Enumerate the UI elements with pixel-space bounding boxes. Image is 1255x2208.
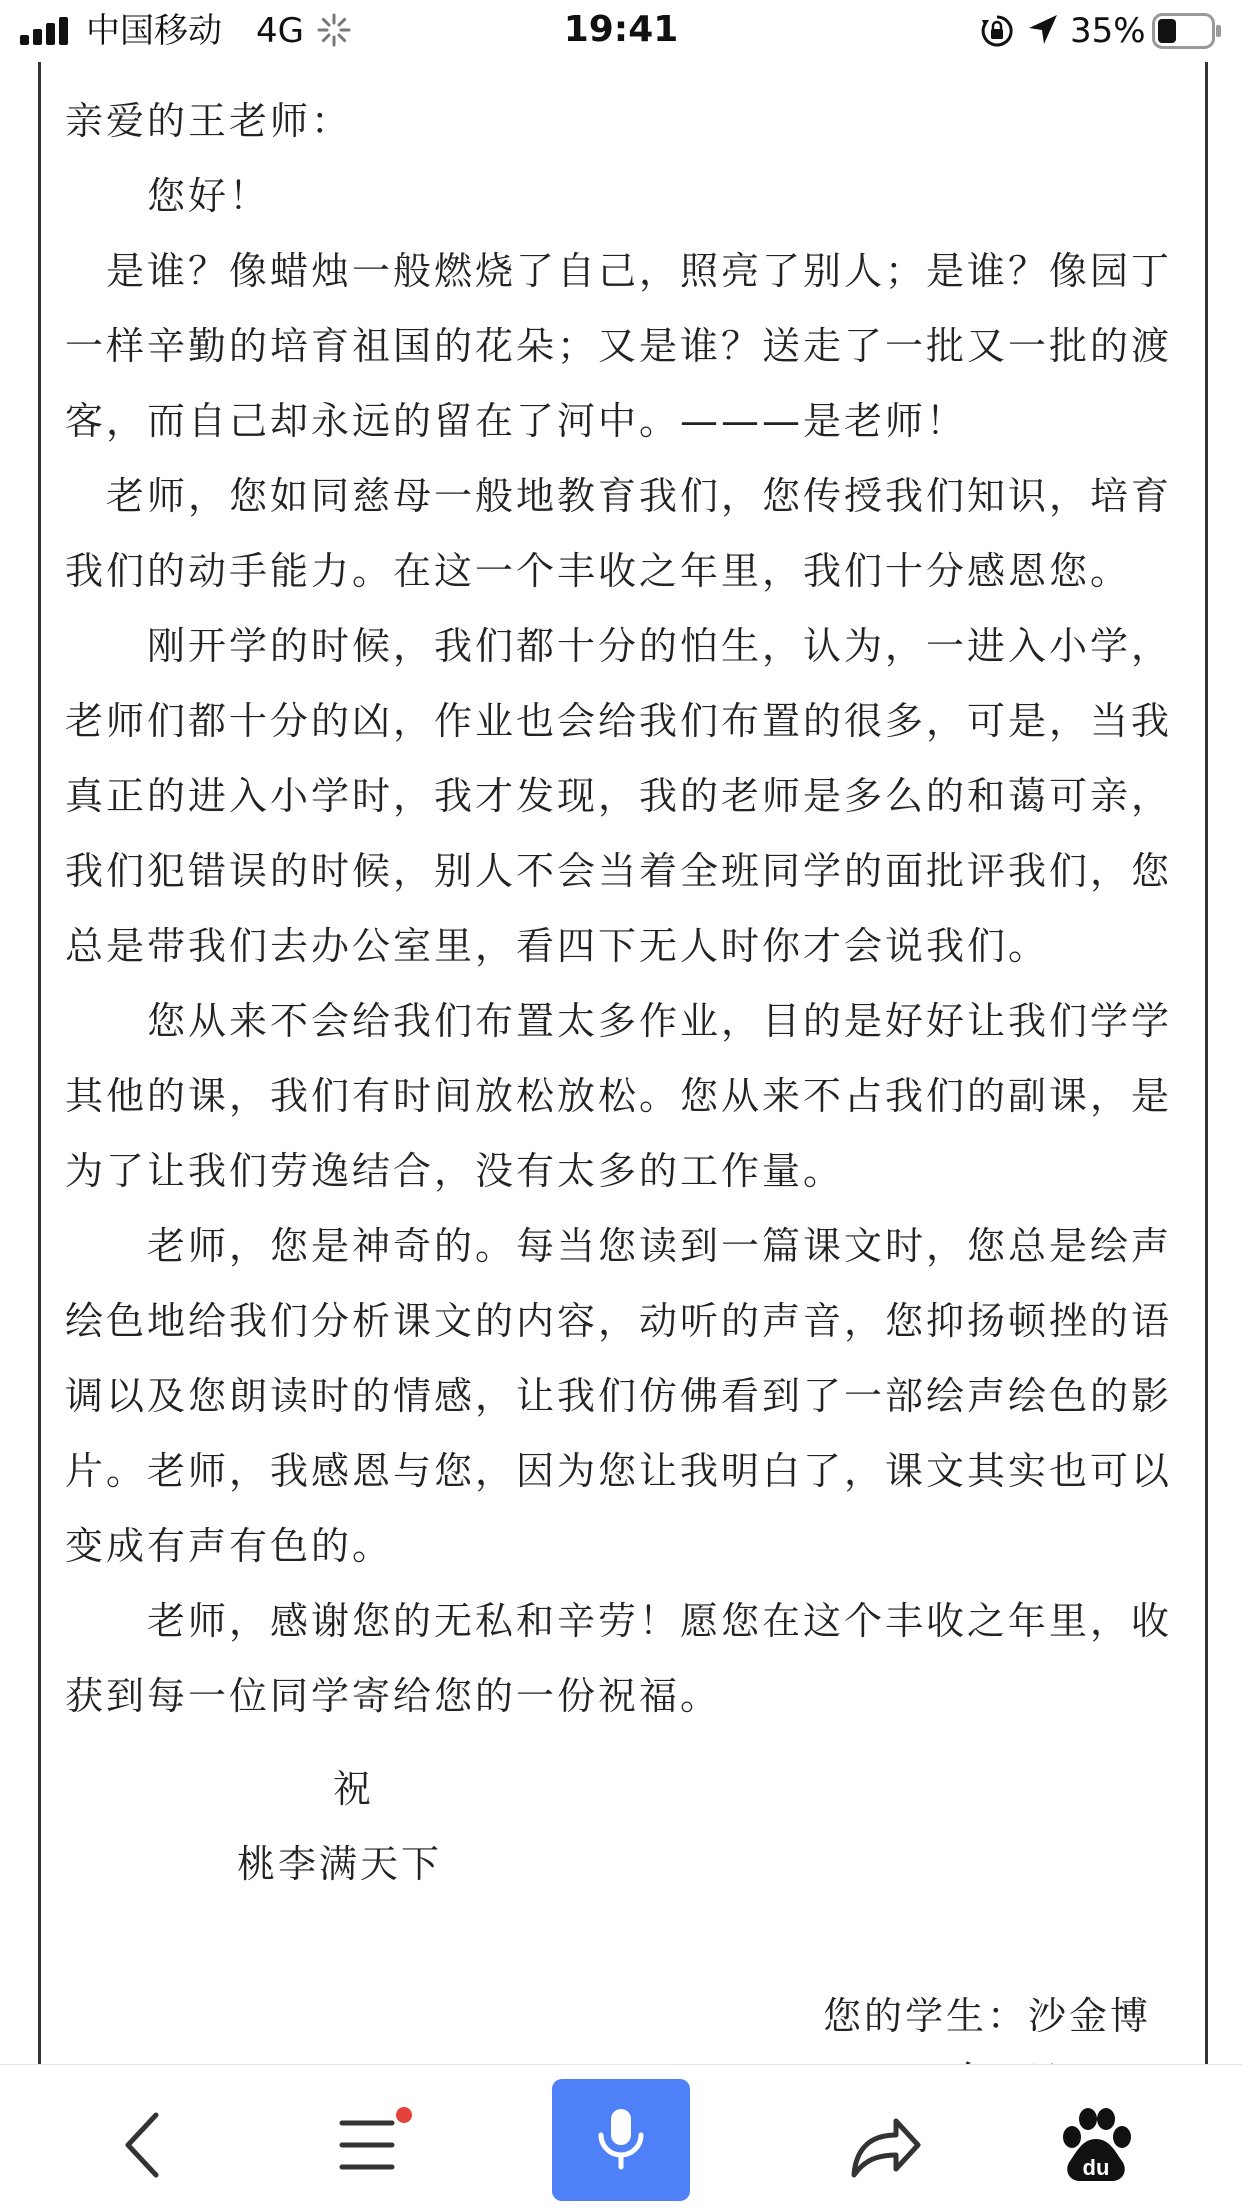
letter-line: 为了让我们劳逸结合，没有太多的工作量。 xyxy=(65,1149,845,1193)
share-icon[interactable] xyxy=(832,2095,932,2195)
carrier-name: 中国移动 xyxy=(86,11,222,51)
letter-line: 总是带我们去办公室里，看四下无人时你才会说我们。 xyxy=(65,924,1050,968)
letter-line: 是谁？像蜡烛一般燃烧了自己，照亮了别人；是谁？像园丁 xyxy=(65,249,1173,293)
letter-line: 客，而自己却永远的留在了河中。———是老师！ xyxy=(65,399,968,443)
clock: 19:41 xyxy=(563,9,679,50)
letter-line: 老师，感谢您的无私和辛劳！愿您在这个丰收之年里，收 xyxy=(65,1599,1173,1643)
letter-line: 老师们都十分的凶，作业也会给我们布置的很多，可是，当我 xyxy=(65,699,1173,743)
location-arrow-icon xyxy=(1027,13,1059,47)
letter-line: 我们的动手能力。在这一个丰收之年里，我们十分感恩您。 xyxy=(65,549,1132,593)
closing-wish: 祝 xyxy=(333,1767,375,1811)
closing-phrase: 桃李满天下 xyxy=(237,1842,443,1886)
letter-line: 获到每一位同学寄给您的一份祝福。 xyxy=(65,1674,722,1718)
letter-line: 其他的课，我们有时间放松放松。您从来不占我们的副课，是 xyxy=(65,1074,1173,1118)
document-frame xyxy=(38,62,1208,2064)
letter-line: 调以及您朗读时的情感，让我们仿佛看到了一部绘声绘色的影 xyxy=(65,1374,1173,1418)
letter-line: 真正的进入小学时，我才发现，我的老师是多么的和蔼可亲， xyxy=(65,774,1173,818)
letter-line: 一样辛勤的培育祖国的花朵；又是谁？送走了一批又一批的渡 xyxy=(65,324,1173,368)
signature: 您的学生：沙金博 xyxy=(823,1994,1152,2038)
orientation-lock-icon xyxy=(980,14,1014,48)
letter-line: 老师，您如同慈母一般地教育我们，您传授我们知识，培育 xyxy=(65,474,1173,518)
letter-line: 我们犯错误的时候，别人不会当着全班同学的面批评我们，您 xyxy=(65,849,1173,893)
battery-icon xyxy=(1152,13,1222,49)
letter-line: 刚开学的时候，我们都十分的怕生，认为，一进入小学， xyxy=(65,624,1173,668)
letter-line: 变成有声有色的。 xyxy=(65,1524,394,1568)
battery-percentage: 35% xyxy=(1070,11,1146,51)
letter-line: 片。老师，我感恩与您，因为您让我明白了，课文其实也可以 xyxy=(65,1449,1173,1493)
svg-text:du: du xyxy=(1082,2155,1110,2180)
back-icon[interactable] xyxy=(96,2095,196,2195)
status-bar xyxy=(0,0,1242,62)
network-type: 4G xyxy=(256,11,304,51)
voice-search-button[interactable] xyxy=(552,2079,690,2201)
letter-line: 绘色地给我们分析课文的内容，动听的声音，您抑扬顿挫的语 xyxy=(65,1299,1173,1343)
notification-dot xyxy=(396,2107,412,2123)
letter-line: 您从来不会给我们布置太多作业，目的是好好让我们学学 xyxy=(65,999,1173,1043)
microphone-icon xyxy=(591,2105,651,2175)
letter-line: 亲爱的王老师： xyxy=(65,99,353,143)
letter-body xyxy=(65,84,1255,1734)
letter-line: 您好！ xyxy=(65,174,271,218)
bottom-toolbar xyxy=(0,2064,1242,2208)
baidu-paw-icon[interactable] xyxy=(1046,2095,1146,2195)
letter-line: 老师，您是神奇的。每当您读到一篇课文时，您总是绘声 xyxy=(65,1224,1173,1268)
